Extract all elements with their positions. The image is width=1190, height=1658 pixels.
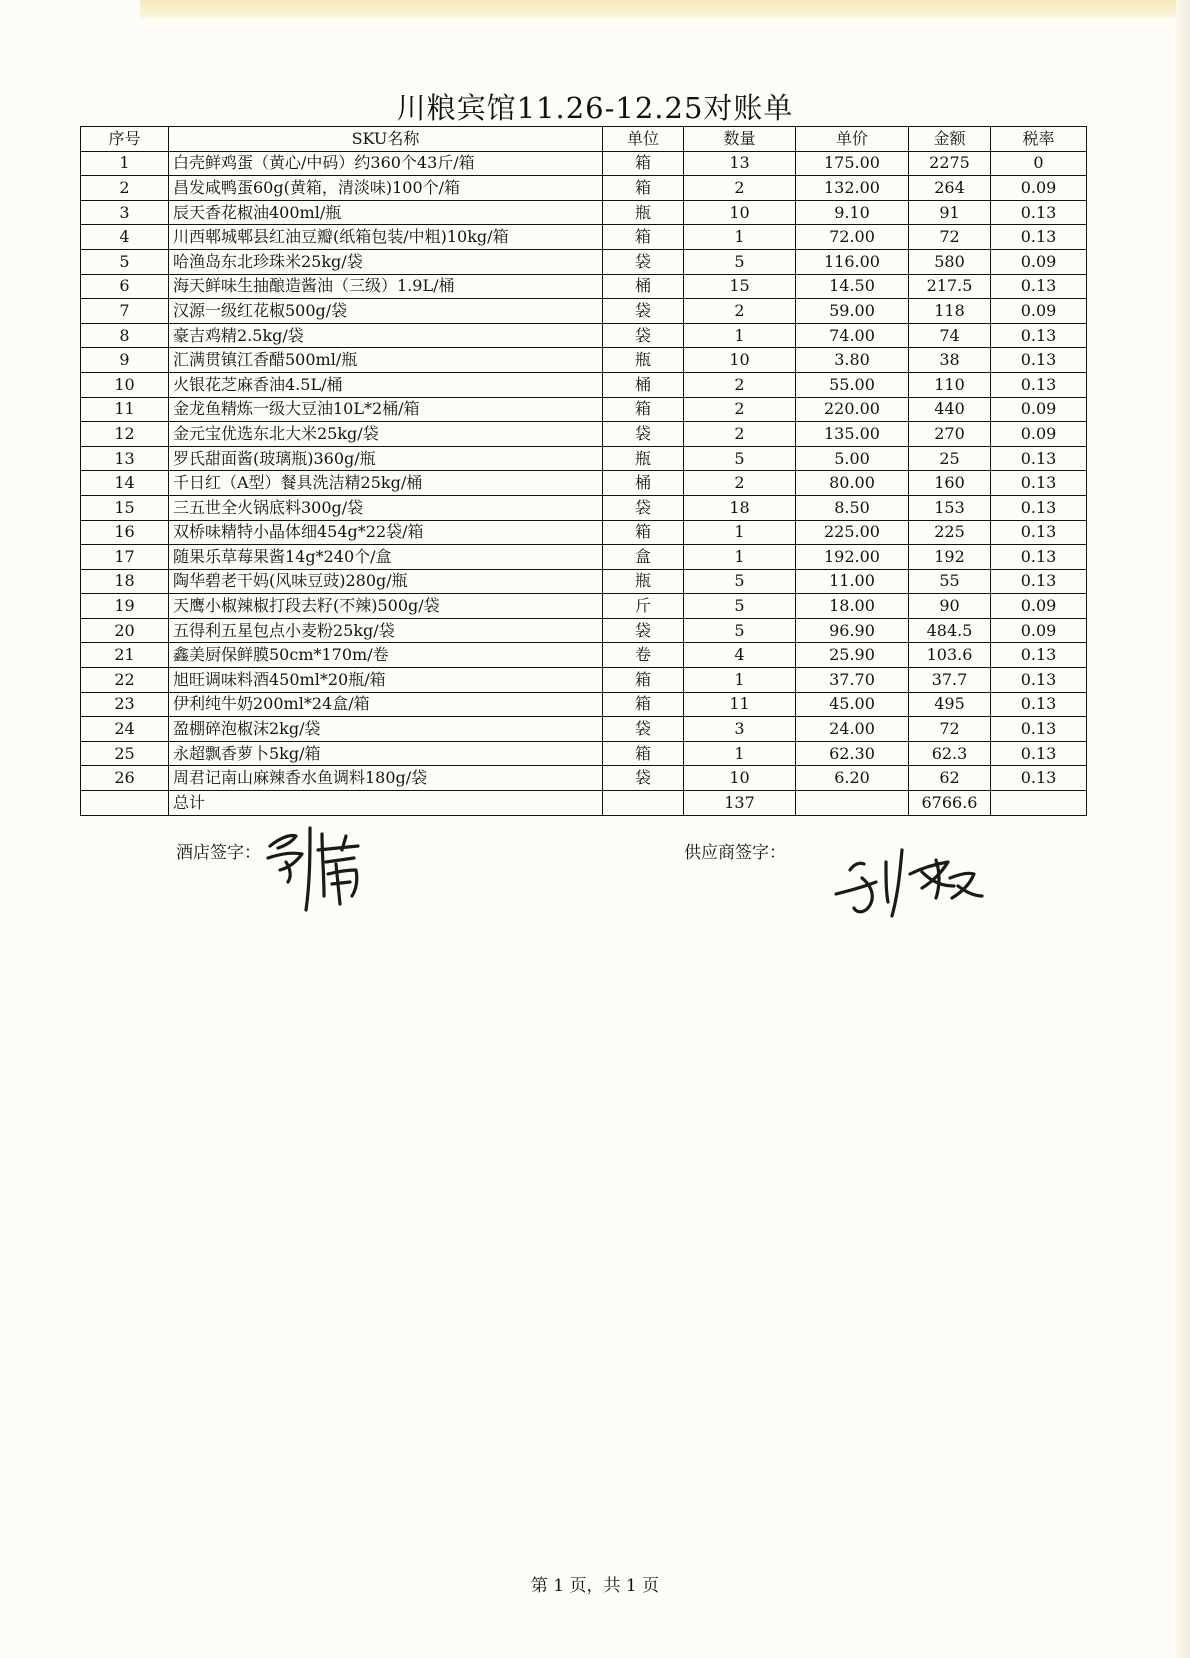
- unit-price-cell: 45.00: [796, 692, 909, 717]
- column-header: 单位: [603, 127, 684, 152]
- amount-cell: 192: [909, 545, 991, 570]
- quantity-cell: 10: [684, 766, 796, 791]
- tax-rate-cell: 0: [991, 151, 1087, 176]
- table-row: [81, 274, 1087, 299]
- total-index-cell: [81, 791, 169, 816]
- tax-rate-cell: 0.13: [991, 520, 1087, 545]
- table-row: [81, 348, 1087, 373]
- unit-price-cell: 8.50: [796, 495, 909, 520]
- quantity-cell: 15: [684, 274, 796, 299]
- table-body: [81, 151, 1087, 790]
- sku-name-cell: 千日红（A型）餐具洗洁精25kg/桶: [169, 471, 603, 496]
- row-index-cell: 12: [81, 422, 169, 447]
- table-row: [81, 397, 1087, 422]
- unit-price-cell: 72.00: [796, 225, 909, 250]
- unit-price-cell: 116.00: [796, 249, 909, 274]
- amount-cell: 118: [909, 299, 991, 324]
- table-row: [81, 569, 1087, 594]
- table-row: [81, 151, 1087, 176]
- amount-cell: 160: [909, 471, 991, 496]
- quantity-cell: 1: [684, 668, 796, 693]
- total-unit-cell: [603, 791, 684, 816]
- row-index-cell: 15: [81, 495, 169, 520]
- amount-cell: 25: [909, 446, 991, 471]
- sku-name-cell: 陶华碧老干妈(风味豆豉)280g/瓶: [169, 569, 603, 594]
- hotel-signature-label: 酒店签字：: [176, 843, 261, 863]
- column-header: SKU名称: [169, 127, 603, 152]
- unit-price-cell: 175.00: [796, 151, 909, 176]
- total-price-cell: [796, 791, 909, 816]
- unit-price-cell: 225.00: [796, 520, 909, 545]
- table-row: [81, 766, 1087, 791]
- quantity-cell: 5: [684, 594, 796, 619]
- quantity-cell: 1: [684, 520, 796, 545]
- unit-cell: 箱: [603, 520, 684, 545]
- row-index-cell: 9: [81, 348, 169, 373]
- unit-cell: 箱: [603, 741, 684, 766]
- unit-cell: 袋: [603, 299, 684, 324]
- unit-price-cell: 24.00: [796, 717, 909, 742]
- amount-cell: 110: [909, 372, 991, 397]
- amount-cell: 103.6: [909, 643, 991, 668]
- unit-cell: 瓶: [603, 569, 684, 594]
- unit-cell: 袋: [603, 766, 684, 791]
- sku-name-cell: 汇满贯镇江香醋500ml/瓶: [169, 348, 603, 373]
- tax-rate-cell: 0.13: [991, 348, 1087, 373]
- table-row: [81, 668, 1087, 693]
- unit-cell: 袋: [603, 249, 684, 274]
- table-row: [81, 692, 1087, 717]
- unit-price-cell: 9.10: [796, 200, 909, 225]
- sku-name-cell: 鑫美厨保鲜膜50cm*170m/卷: [169, 643, 603, 668]
- unit-price-cell: 96.90: [796, 618, 909, 643]
- unit-cell: 箱: [603, 692, 684, 717]
- quantity-cell: 1: [684, 225, 796, 250]
- row-index-cell: 20: [81, 618, 169, 643]
- sku-name-cell: 金龙鱼精炼一级大豆油10L*2桶/箱: [169, 397, 603, 422]
- sku-name-cell: 旭旺调味料酒450ml*20瓶/箱: [169, 668, 603, 693]
- amount-cell: 55: [909, 569, 991, 594]
- quantity-cell: 4: [684, 643, 796, 668]
- amount-cell: 264: [909, 176, 991, 201]
- row-index-cell: 26: [81, 766, 169, 791]
- sku-name-cell: 永超飘香萝卜5kg/箱: [169, 741, 603, 766]
- unit-price-cell: 18.00: [796, 594, 909, 619]
- row-index-cell: 19: [81, 594, 169, 619]
- tax-rate-cell: 0.13: [991, 668, 1087, 693]
- total-amount: 6766.6: [909, 791, 991, 816]
- tax-rate-cell: 0.09: [991, 422, 1087, 447]
- amount-cell: 225: [909, 520, 991, 545]
- quantity-cell: 1: [684, 741, 796, 766]
- table-row: [81, 422, 1087, 447]
- amount-cell: 270: [909, 422, 991, 447]
- tax-rate-cell: 0.09: [991, 249, 1087, 274]
- row-index-cell: 18: [81, 569, 169, 594]
- reconciliation-table: [80, 126, 1087, 816]
- amount-cell: 440: [909, 397, 991, 422]
- unit-price-cell: 74.00: [796, 323, 909, 348]
- quantity-cell: 2: [684, 397, 796, 422]
- unit-cell: 盒: [603, 545, 684, 570]
- row-index-cell: 24: [81, 717, 169, 742]
- amount-cell: 74: [909, 323, 991, 348]
- unit-price-cell: 80.00: [796, 471, 909, 496]
- row-index-cell: 14: [81, 471, 169, 496]
- tax-rate-cell: 0.13: [991, 446, 1087, 471]
- table-row: [81, 200, 1087, 225]
- table-row: [81, 618, 1087, 643]
- sku-name-cell: 周君记南山麻辣香水鱼调料180g/袋: [169, 766, 603, 791]
- unit-cell: 袋: [603, 323, 684, 348]
- sku-name-cell: 天鹰小椒辣椒打段去籽(不辣)500g/袋: [169, 594, 603, 619]
- sku-name-cell: 罗氏甜面酱(玻璃瓶)360g/瓶: [169, 446, 603, 471]
- quantity-cell: 5: [684, 618, 796, 643]
- quantity-cell: 2: [684, 372, 796, 397]
- unit-cell: 瓶: [603, 348, 684, 373]
- amount-cell: 38: [909, 348, 991, 373]
- table-row: [81, 249, 1087, 274]
- table-row: [81, 741, 1087, 766]
- amount-cell: 495: [909, 692, 991, 717]
- unit-cell: 袋: [603, 618, 684, 643]
- amount-cell: 2275: [909, 151, 991, 176]
- row-index-cell: 10: [81, 372, 169, 397]
- tax-rate-cell: 0.13: [991, 323, 1087, 348]
- row-index-cell: 8: [81, 323, 169, 348]
- quantity-cell: 10: [684, 348, 796, 373]
- tax-rate-cell: 0.13: [991, 495, 1087, 520]
- tax-rate-cell: 0.13: [991, 200, 1087, 225]
- sku-name-cell: 辰天香花椒油400ml/瓶: [169, 200, 603, 225]
- unit-cell: 袋: [603, 717, 684, 742]
- unit-cell: 卷: [603, 643, 684, 668]
- table-header-row: [81, 127, 1087, 152]
- tax-rate-cell: 0.13: [991, 717, 1087, 742]
- sku-name-cell: 伊利纯牛奶200ml*24盒/箱: [169, 692, 603, 717]
- paper-edge-right: [1176, 0, 1190, 1658]
- table-row: [81, 446, 1087, 471]
- sku-name-cell: 盈棚碎泡椒沫2kg/袋: [169, 717, 603, 742]
- column-header: 序号: [81, 127, 169, 152]
- amount-cell: 484.5: [909, 618, 991, 643]
- amount-cell: 62.3: [909, 741, 991, 766]
- quantity-cell: 5: [684, 446, 796, 471]
- row-index-cell: 25: [81, 741, 169, 766]
- table-row: [81, 545, 1087, 570]
- row-index-cell: 16: [81, 520, 169, 545]
- tax-rate-cell: 0.09: [991, 299, 1087, 324]
- tax-rate-cell: 0.09: [991, 618, 1087, 643]
- hotel-handwritten-signature: [266, 824, 376, 916]
- table-row: [81, 176, 1087, 201]
- row-index-cell: 5: [81, 249, 169, 274]
- quantity-cell: 3: [684, 717, 796, 742]
- tax-rate-cell: 0.13: [991, 225, 1087, 250]
- unit-cell: 桶: [603, 372, 684, 397]
- quantity-cell: 13: [684, 151, 796, 176]
- tax-rate-cell: 0.13: [991, 471, 1087, 496]
- quantity-cell: 5: [684, 569, 796, 594]
- unit-price-cell: 37.70: [796, 668, 909, 693]
- unit-cell: 箱: [603, 151, 684, 176]
- unit-price-cell: 192.00: [796, 545, 909, 570]
- unit-cell: 袋: [603, 422, 684, 447]
- quantity-cell: 10: [684, 200, 796, 225]
- amount-cell: 62: [909, 766, 991, 791]
- quantity-cell: 2: [684, 176, 796, 201]
- tax-rate-cell: 0.13: [991, 569, 1087, 594]
- tax-rate-cell: 0.13: [991, 643, 1087, 668]
- unit-price-cell: 59.00: [796, 299, 909, 324]
- sku-name-cell: 海天鲜味生抽酿造酱油（三级）1.9L/桶: [169, 274, 603, 299]
- unit-price-cell: 14.50: [796, 274, 909, 299]
- table-row: [81, 594, 1087, 619]
- amount-cell: 580: [909, 249, 991, 274]
- table-row: [81, 643, 1087, 668]
- column-header: 数量: [684, 127, 796, 152]
- unit-cell: 箱: [603, 668, 684, 693]
- sku-name-cell: 随果乐草莓果酱14g*240个/盒: [169, 545, 603, 570]
- page-number-footer: 第 1 页，共 1 页: [530, 1576, 660, 1596]
- unit-price-cell: 3.80: [796, 348, 909, 373]
- amount-cell: 91: [909, 200, 991, 225]
- quantity-cell: 1: [684, 323, 796, 348]
- tax-rate-cell: 0.13: [991, 766, 1087, 791]
- tax-rate-cell: 0.09: [991, 176, 1087, 201]
- tax-rate-cell: 0.13: [991, 741, 1087, 766]
- sku-name-cell: 川西郫城郫县红油豆瓣(纸箱包装/中粗)10kg/箱: [169, 225, 603, 250]
- amount-cell: 72: [909, 225, 991, 250]
- unit-price-cell: 62.30: [796, 741, 909, 766]
- column-header: 金额: [909, 127, 991, 152]
- unit-price-cell: 132.00: [796, 176, 909, 201]
- table-row: [81, 717, 1087, 742]
- tax-rate-cell: 0.09: [991, 397, 1087, 422]
- sku-name-cell: 白壳鲜鸡蛋（黄心/中码）约360个43斤/箱: [169, 151, 603, 176]
- supplier-handwritten-signature: [832, 842, 1002, 920]
- quantity-cell: 2: [684, 299, 796, 324]
- unit-cell: 箱: [603, 397, 684, 422]
- amount-cell: 72: [909, 717, 991, 742]
- table-row: [81, 495, 1087, 520]
- quantity-cell: 2: [684, 471, 796, 496]
- unit-cell: 瓶: [603, 200, 684, 225]
- sku-name-cell: 昌发咸鸭蛋60g(黄箱，清淡味)100个/箱: [169, 176, 603, 201]
- unit-cell: 箱: [603, 176, 684, 201]
- sku-name-cell: 豪吉鸡精2.5kg/袋: [169, 323, 603, 348]
- unit-cell: 斤: [603, 594, 684, 619]
- table-row: [81, 520, 1087, 545]
- document-title: 川粮宾馆11.26-12.25对账单: [396, 91, 794, 125]
- total-row: [81, 791, 1087, 816]
- tax-rate-cell: 0.09: [991, 594, 1087, 619]
- row-index-cell: 4: [81, 225, 169, 250]
- row-index-cell: 23: [81, 692, 169, 717]
- unit-price-cell: 5.00: [796, 446, 909, 471]
- unit-cell: 桶: [603, 274, 684, 299]
- unit-cell: 桶: [603, 471, 684, 496]
- table-row: [81, 299, 1087, 324]
- row-index-cell: 3: [81, 200, 169, 225]
- unit-cell: 箱: [603, 225, 684, 250]
- tax-rate-cell: 0.13: [991, 274, 1087, 299]
- amount-cell: 217.5: [909, 274, 991, 299]
- total-tax-cell: [991, 791, 1087, 816]
- table-row: [81, 323, 1087, 348]
- quantity-cell: 18: [684, 495, 796, 520]
- table-row: [81, 471, 1087, 496]
- unit-price-cell: 11.00: [796, 569, 909, 594]
- row-index-cell: 22: [81, 668, 169, 693]
- unit-cell: 瓶: [603, 446, 684, 471]
- row-index-cell: 13: [81, 446, 169, 471]
- sku-name-cell: 五得利五星包点小麦粉25kg/袋: [169, 618, 603, 643]
- sku-name-cell: 双桥味精特小晶体细454g*22袋/箱: [169, 520, 603, 545]
- column-header: 税率: [991, 127, 1087, 152]
- sku-name-cell: 三五世全火锅底料300g/袋: [169, 495, 603, 520]
- table-row: [81, 372, 1087, 397]
- paper-edge-top: [140, 0, 1190, 18]
- tax-rate-cell: 0.13: [991, 545, 1087, 570]
- row-index-cell: 1: [81, 151, 169, 176]
- unit-price-cell: 55.00: [796, 372, 909, 397]
- sku-name-cell: 火银花芝麻香油4.5L/桶: [169, 372, 603, 397]
- row-index-cell: 7: [81, 299, 169, 324]
- amount-cell: 153: [909, 495, 991, 520]
- total-quantity: 137: [684, 791, 796, 816]
- row-index-cell: 6: [81, 274, 169, 299]
- row-index-cell: 17: [81, 545, 169, 570]
- column-header: 单价: [796, 127, 909, 152]
- amount-cell: 90: [909, 594, 991, 619]
- sku-name-cell: 哈渔岛东北珍珠米25kg/袋: [169, 249, 603, 274]
- quantity-cell: 2: [684, 422, 796, 447]
- unit-cell: 袋: [603, 495, 684, 520]
- table-row: [81, 225, 1087, 250]
- quantity-cell: 11: [684, 692, 796, 717]
- amount-cell: 37.7: [909, 668, 991, 693]
- quantity-cell: 1: [684, 545, 796, 570]
- row-index-cell: 11: [81, 397, 169, 422]
- unit-price-cell: 220.00: [796, 397, 909, 422]
- unit-price-cell: 25.90: [796, 643, 909, 668]
- row-index-cell: 21: [81, 643, 169, 668]
- total-label: 总计: [169, 791, 603, 816]
- unit-price-cell: 135.00: [796, 422, 909, 447]
- tax-rate-cell: 0.13: [991, 372, 1087, 397]
- unit-price-cell: 6.20: [796, 766, 909, 791]
- sku-name-cell: 金元宝优选东北大米25kg/袋: [169, 422, 603, 447]
- tax-rate-cell: 0.13: [991, 692, 1087, 717]
- supplier-signature-label: 供应商签字：: [684, 843, 786, 863]
- row-index-cell: 2: [81, 176, 169, 201]
- sku-name-cell: 汉源一级红花椒500g/袋: [169, 299, 603, 324]
- quantity-cell: 5: [684, 249, 796, 274]
